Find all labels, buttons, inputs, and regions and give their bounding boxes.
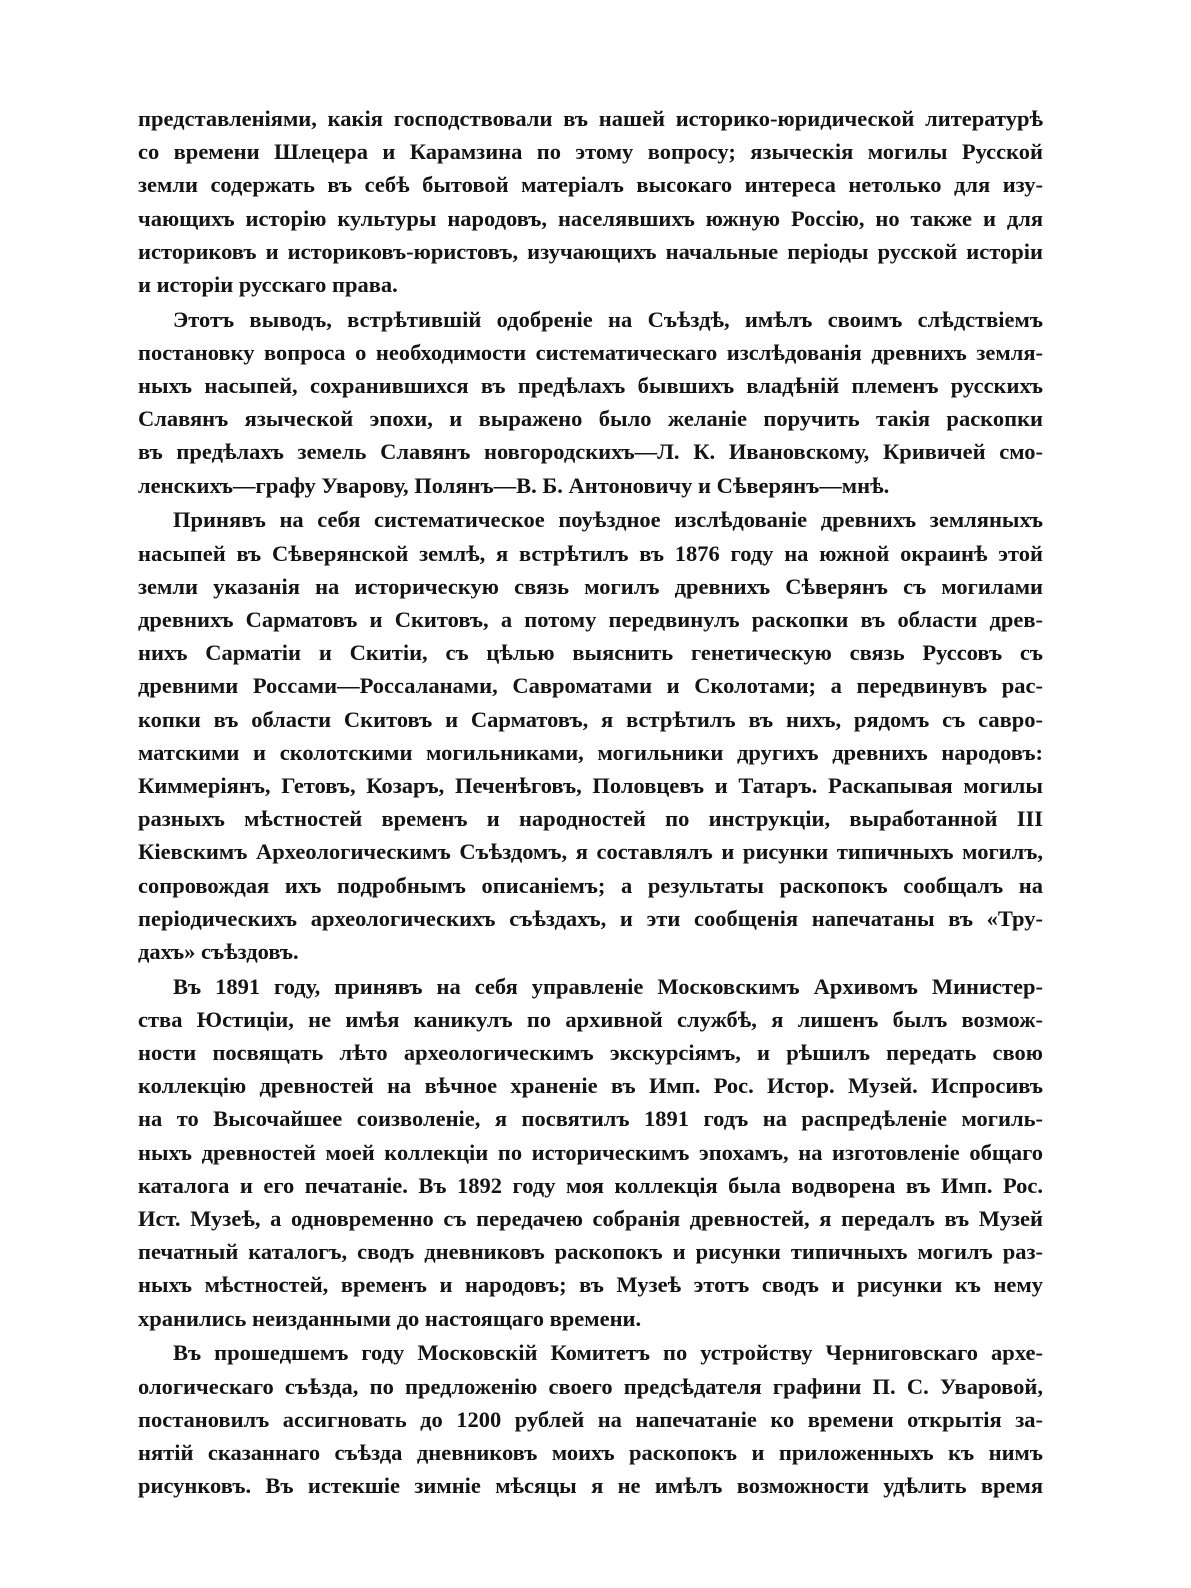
body-text <box>138 102 1043 1502</box>
text-line: ныхъ мѣстностей, временъ и народовъ; въ Музеѣ этотъ сводъ и рисунки къ нему <box>138 1272 1043 1298</box>
text-line: на то Высочайшее соизволеніе, я посвятилъ 1891 годъ на распредѣленіе могиль- <box>138 1106 1043 1132</box>
text-line: древними Россами—Россаланами, Савроматами и Сколотами; а передвинувъ рас- <box>138 673 1043 699</box>
text-line: коллекцію древностей на вѣчное храненіе въ Имп. Рос. Истор. Музей. Испросивъ <box>138 1073 1043 1099</box>
text-line: нятій сказаннаго съѣзда дневниковъ моихъ раскопокъ и приложенныхъ къ нимъ <box>138 1439 1043 1465</box>
text-line: ныхъ древностей моей коллекціи по историческимъ эпохамъ, на изготовленіе общаго <box>138 1139 1043 1165</box>
text-line: дахъ» съѣздовъ. <box>138 938 299 964</box>
text-line: каталога и его печатаніе. Въ 1892 году моя коллекція была водворена въ Имп. Рос. <box>138 1172 1043 1198</box>
text-line: земли указанія на историческую связь могилъ древнихъ Сѣверянъ съ могилами <box>138 573 1043 599</box>
paragraph <box>138 503 1043 968</box>
text-line: и исторіи русскаго права. <box>138 271 398 297</box>
text-line: сопровождая ихъ подробнымъ описаніемъ; а результаты раскопокъ сообщалъ на <box>138 872 1043 898</box>
text-line: насыпей въ Сѣверянской землѣ, я встрѣтилъ въ 1876 году на южной окраинѣ этой <box>138 540 1043 566</box>
text-line: чающихъ исторію культуры народовъ, населявшихъ южную Россію, но также и для <box>138 205 1043 231</box>
paragraph <box>138 303 1043 502</box>
text-line: земли содержать въ себѣ бытовой матеріалъ высокаго интереса нетолько для изу- <box>138 172 1043 198</box>
text-line: историковъ и историковъ-юристовъ, изучающихъ начальные періоды русской исторіи <box>138 238 1043 264</box>
text-line: со времени Шлецера и Карамзина по этому вопросу; языческія могилы Русской <box>138 139 1043 165</box>
text-line: періодическихъ археологическихъ съѣздахъ, и эти сообщенія напечатаны въ «Тру- <box>138 905 1043 931</box>
text-line: ства Юстиціи, не имѣя каникулъ по архивной службѣ, я лишенъ былъ возмож- <box>138 1006 1043 1032</box>
text-line: Въ прошедшемъ году Московскій Комитетъ по устройству Черниговскаго архе- <box>173 1340 1043 1366</box>
text-line: Этотъ выводъ, встрѣтившій одобреніе на Съѣздѣ, имѣлъ своимъ слѣдствіемъ <box>173 306 1043 332</box>
text-line: Въ 1891 году, принявъ на себя управленіе Московскимъ Архивомъ Министер- <box>173 973 1043 999</box>
text-line: древнихъ Сарматовъ и Скитовъ, а потому передвинулъ раскопки въ области древ- <box>138 607 1043 632</box>
text-line: постановилъ ассигновать до 1200 рублей на напечатаніе ко времени открытія за- <box>138 1406 1043 1432</box>
text-line: постановку вопроса о необходимости систематическаго изслѣдованія древнихъ земля- <box>138 339 1043 365</box>
text-line: Киммеріянъ, Гетовъ, Козаръ, Печенѣговъ, Половцевъ и Татаръ. Раскапывая могилы <box>138 772 1043 798</box>
text-line: рисунковъ. Въ истекшіе зимніе мѣсяцы я не имѣлъ возможности удѣлить время <box>138 1473 1043 1499</box>
paragraph <box>138 102 1043 301</box>
text-line: ныхъ насыпей, сохранившихся въ предѣлахъ бывшихъ владѣній племенъ русскихъ <box>138 373 1043 399</box>
text-line: ности посвящать лѣто археологическимъ экскурсіямъ, и рѣшилъ передать свою <box>138 1040 1043 1066</box>
text-line: матскими и сколотскими могильниками, могильники другихъ древнихъ народовъ: <box>138 739 1043 765</box>
text-line: Ист. Музеѣ, а одновременно съ передачею собранія древностей, я передалъ въ Музей <box>138 1205 1043 1231</box>
text-line: Принявъ на себя систематическое поуѣздное изслѣдованіе древнихъ земляныхъ <box>173 507 1043 533</box>
text-line: Кіевскимъ Археологическимъ Съѣздомъ, я составлялъ и рисунки типичныхъ могилъ, <box>138 839 1043 865</box>
text-line: хранились неизданными до настоящаго времени. <box>138 1305 642 1331</box>
text-line: въ предѣлахъ земель Славянъ новгородскихъ—Л. К. Ивановскому, Кривичей смо- <box>138 439 1043 465</box>
text-line: ологическаго съѣзда, по предложенію своего предсѣдателя графини П. С. Уваровой, <box>138 1373 1043 1399</box>
text-line: разныхъ мѣстностей временъ и народностей по инструкціи, выработанной III <box>138 806 1043 832</box>
text-line: нихъ Сарматіи и Скитіи, съ цѣлью выяснить генетическую связь Руссовъ съ <box>138 640 1043 666</box>
paragraph <box>138 970 1043 1335</box>
text-line: ленскихъ—графу Уварову, Полянъ—В. Б. Антоновичу и Сѣверянъ—мнѣ. <box>138 472 890 498</box>
text-line: копки въ области Скитовъ и Сарматовъ, я встрѣтилъ въ нихъ, рядомъ съ савро- <box>138 706 1043 732</box>
text-line: печатный каталогъ, сводъ дневниковъ раскопокъ и рисунки типичныхъ могилъ раз- <box>138 1239 1043 1265</box>
text-line: Славянъ языческой эпохи, и выражено было желаніе поручить такія раскопки <box>138 406 1043 432</box>
text-line: представленіями, какія господствовали въ нашей историко-юридической литературѣ <box>138 106 1043 131</box>
paragraph <box>138 1336 1043 1502</box>
